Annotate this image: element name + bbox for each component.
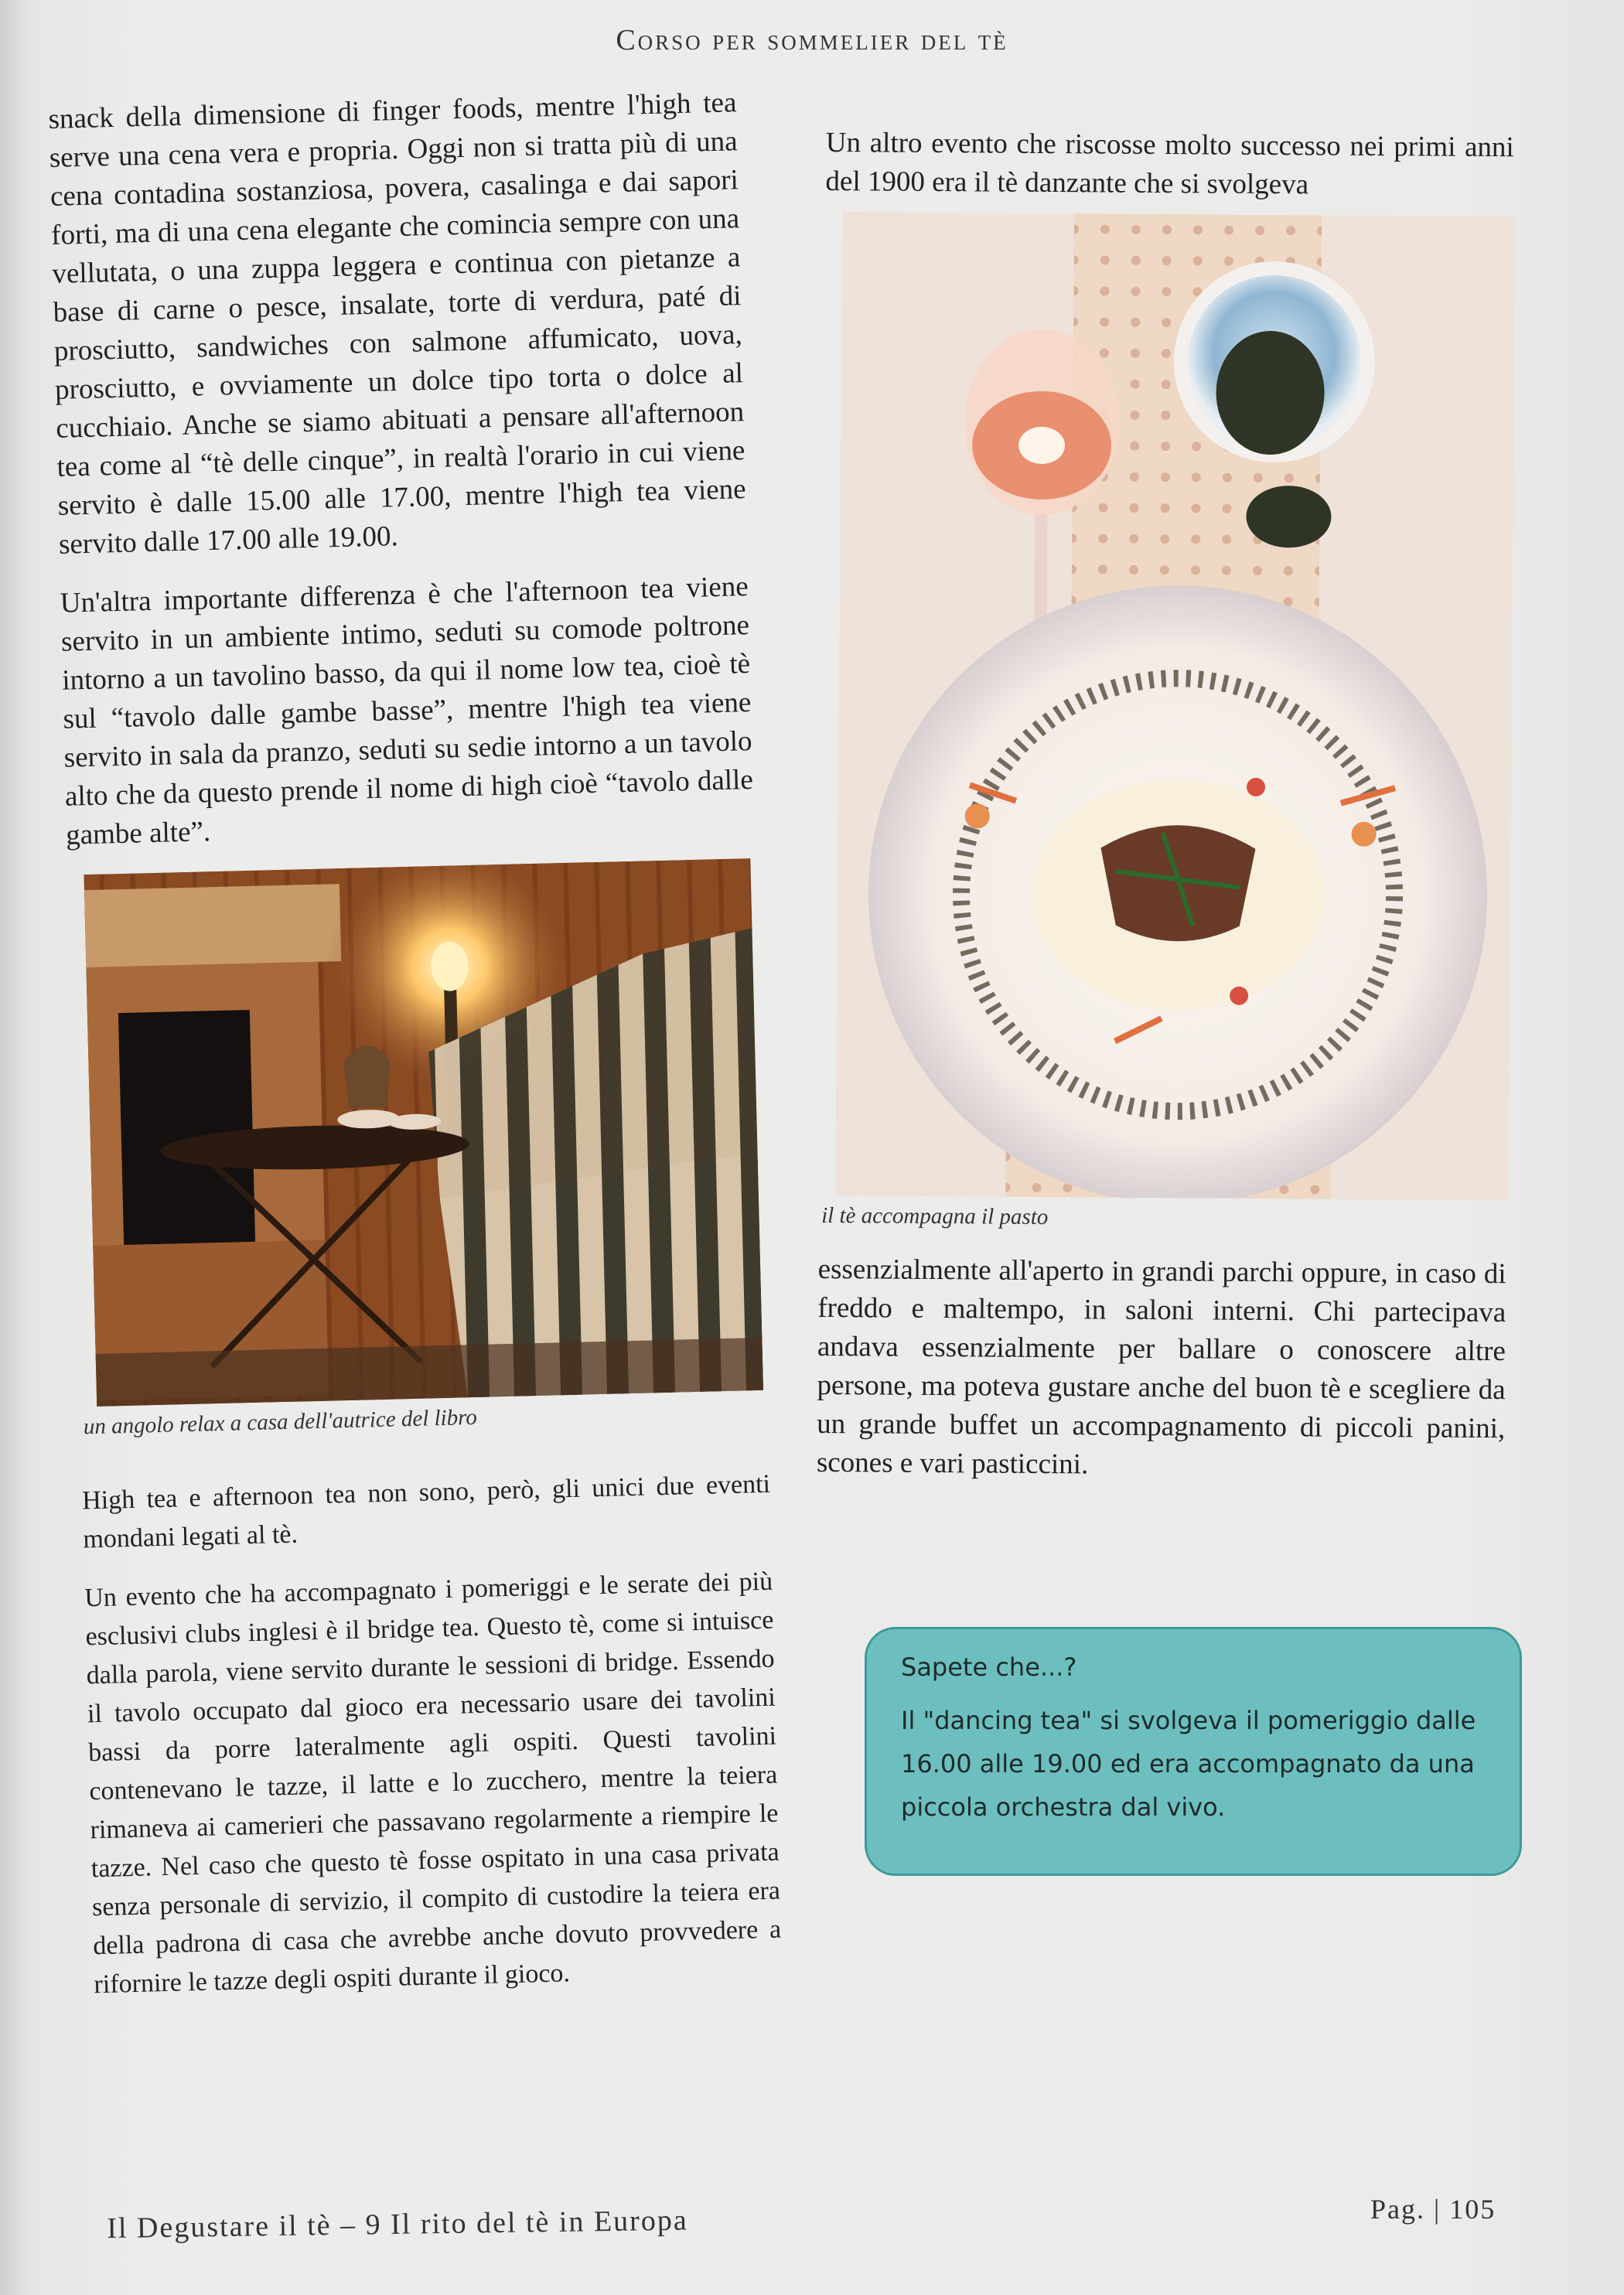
photo-caption-relax: un angolo relax a casa dell'autrice del libro (83, 1404, 478, 1440)
relax-corner-illustration (84, 858, 763, 1407)
paragraph-bridge-tea: Un evento che ha accompagnato i pomeriggi e le serate dei più esclusivi clubs inglesi è il bridge tea. Questo tè, come si intuisce dalla parola, viene servito durante le sessioni di bridge. Essendo il tavolo occupato dal gioco era necessario usare dei tavolini bassi da porre lateralmente agli ospiti. Questi tavolini contenevano le tazze, il latte e lo zucchero, mentre la teiera rimaneva ai camerieri che passavano regolarmente a riempire le tazze. Nel caso che questo tè fosse ospitato in una casa privata senza personale di servizio, il compito di custodire la teiera era della padrona di casa che avrebbe anche dovuto provvedere a rifornire le tazze degli ospiti durante il gioco. (84, 1567, 782, 2000)
photo-relax-corner (84, 858, 763, 1407)
paragraph-low-vs-high-tea: Un'altra importante differenza è che l'afternoon tea viene servito in un ambiente intimo, seduti su comode poltrone intorno a un tavolino basso, da qui il nome low tea, cioè tè sul “tavolo dalle gambe basse”, mentre l'high tea viene servito in sala da pranzo, seduti su sedie intorno a un tavolo alto che da questo prende il nome di high cioè “tavolo dalle gambe alte”. (60, 571, 754, 851)
paragraph-tea-dance: essenzialmente all'aperto in grandi parchi oppure, in caso di freddo e maltempo, in saloni interni. Chi partecipava andava essenzialmente per ballare o conoscere altre persone, ma poteva gustare anche del buon tè e scegliere da un grande buffet un accompagnamento di piccoli panini, scones e vari pasticcini. (816, 1253, 1506, 1481)
left-column (48, 84, 783, 2024)
footer-chapter: Il Degustare il tè – 9 Il rito del tè in Europa (107, 2204, 688, 2245)
photo-tea-with-meal (835, 212, 1515, 1200)
paragraph-tea-dance-intro: Un altro evento che riscosse molto successo nei primi anni del 1900 era il tè danzante che si svolgeva (825, 126, 1514, 201)
paragraph-high-tea-menu: snack della dimensione di finger foods, mentre l'high tea serve una cena vera e propria. Oggi non si tratta più di una cena contadina sostanziosa, povera, casalinga e dai sapori forti, ma di una cena elegante che comincia sempre con una vellutata, o una zuppa leggera e continua con pietanze a base di carne o pesce, insalate, torte di verdura, paté di prosciutto, sandwiches con salmone affumicato, uova, prosciutto, e ovviamente un dolce tipo torta o dolce al cucchiaio. Anche se siamo abituati a pensare all'afternoon tea come al “tè delle cinque”, in realtà l'orario in cui viene servito è dalle 15.00 alle 17.00, mentre l'high tea viene servito dalle 17.00 alle 19.00. (48, 87, 747, 561)
right-column (817, 124, 1514, 1507)
paragraph-other-events: High tea e afternoon tea non sono, però, gli unici due eventi mondani legati al tè. (81, 1469, 771, 1554)
callout-body: Il "dancing tea" si svolgeva il pomeriggio dalle 16.00 alle 19.00 ed era accompagnato da una piccola orchestra dal vivo. (901, 1706, 1476, 1822)
did-you-know-callout (865, 1627, 1522, 1876)
photo-caption-tea-meal: il tè accompagna il pasto (821, 1202, 1049, 1230)
running-header: Corso per sommelier del tè (616, 24, 1008, 56)
tea-meal-illustration (835, 212, 1515, 1200)
callout-title: Sapete che...? (901, 1652, 1077, 1682)
page-number: Pag. | 105 (1370, 2194, 1496, 2225)
